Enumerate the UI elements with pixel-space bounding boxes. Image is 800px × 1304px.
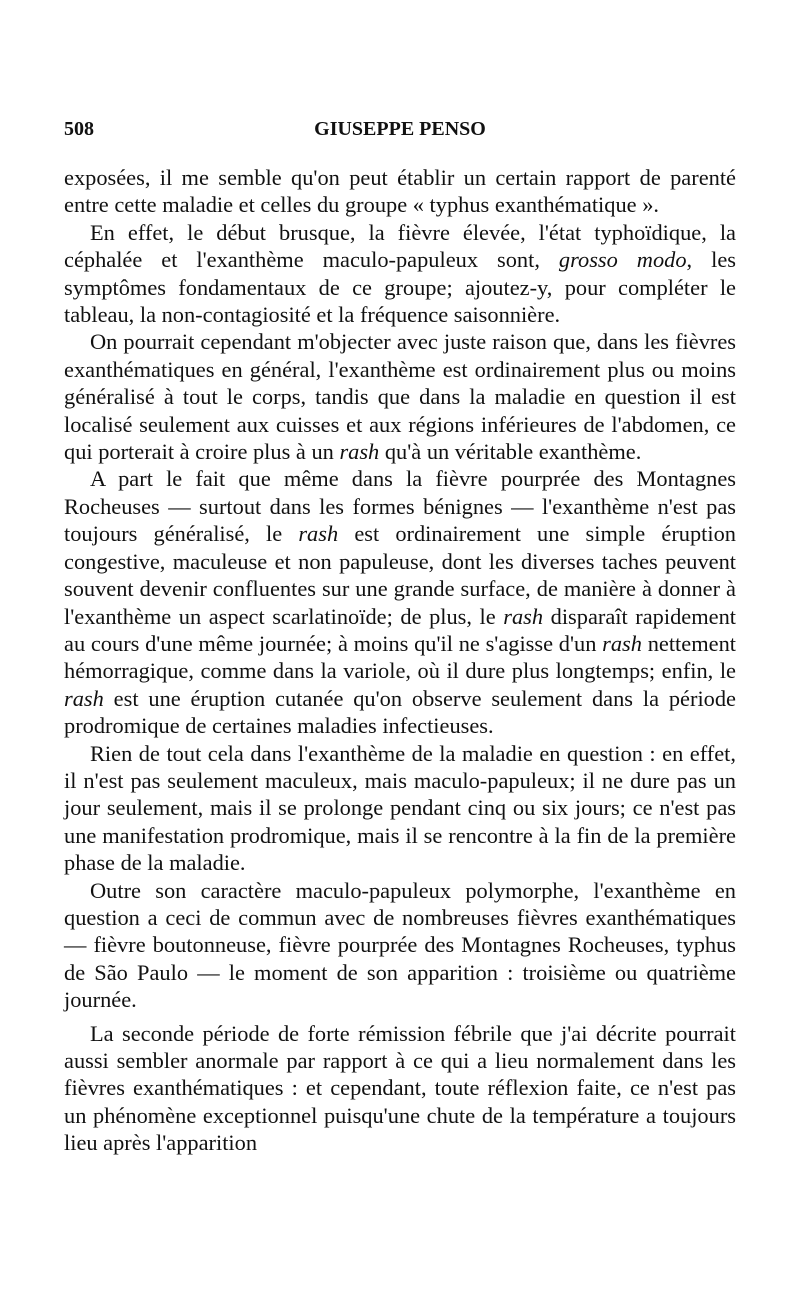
paragraph-3: On pourrait cependant m'objecter avec juste raison que, dans les fièvres exanthématiques en général, l'exanthème est ordinairement plus ou moins généralisé à tout le corps, tandis que dans la maladie en question il est localisé seulement aux cuisses et aux régions inférieures de l'abdomen, ce qui porterait à croire plus à un rash qu'à un véritable exanthème. <box>64 329 736 465</box>
italic-term: rash <box>339 439 380 465</box>
page-number: 508 <box>64 118 94 140</box>
paragraph-4: A part le fait que même dans la fièvre pourprée des Montagnes Rocheuses — surtout dans les formes bénignes — l'exanthème n'est pas toujours généralisé, le rash est ordinairement une simple éruption congestive, maculeuse et non papuleuse, dont les diverses taches peuvent souvent devenir confluentes sur une grande surface, de manière à donner à l'exanthème un aspect scarlatinoïde; de plus, le rash disparaît rapidement au cours d'une même journée; à moins qu'il ne s'agisse d'un rash nettement hémorragique, comme dans la variole, où il dure plus longtemps; enfin, le rash est une éruption cutanée qu'on observe seulement dans la période prodromique de certaines maladies infectieuses. <box>64 466 736 739</box>
page-body <box>64 164 736 1157</box>
italic-term: grosso modo <box>558 247 687 273</box>
paragraph-6: Outre son caractère maculo-papuleux polymorphe, l'exanthème en question a ceci de commun avec de nombreuses fièvres exanthématiques — fièvre boutonneuse, fièvre pourprée des Montagnes Rocheuses, typhus de São Paulo — le moment de son apparition : troisième ou quatrième journée. <box>64 877 736 1013</box>
running-head: GIUSEPPE PENSO <box>314 118 486 140</box>
italic-term: rash <box>602 630 642 656</box>
paragraph-7: La seconde période de forte rémission fébrile que j'ai décrite pourrait aussi sembler anormale par rapport à ce qui a lieu normalement dans les fièvres exanthématiques : et cependant, toute réflexion faite, ce n'est pas un phénomène exceptionnel puisqu'une chute de la température a toujours lieu après l'apparition <box>64 1020 736 1156</box>
italic-term: rash <box>503 603 544 629</box>
paragraph-1: exposées, il me semble qu'on peut établir un certain rapport de parenté entre cette maladie et celles du groupe « typhus exanthématique ». <box>64 165 736 218</box>
italic-term: rash <box>64 685 104 711</box>
page-header <box>64 118 736 146</box>
italic-term: rash <box>298 521 339 547</box>
paragraph-5: Rien de tout cela dans l'exanthème de la maladie en question : en effet, il n'est pas seulement maculeux, mais maculo-papuleux; il ne dure pas un jour seulement, mais il se prolonge pendant cinq ou six jours; ce n'est pas une manifestation prodromique, mais il se rencontre à la fin de la première phase de la maladie. <box>64 740 736 876</box>
paragraph-2: En effet, le début brusque, la fièvre élevée, l'état typhoïdique, la céphalée et l'exanthème maculo-papuleux sont, grosso modo, les symptômes fondamentaux de ce groupe; ajoutez-y, pour compléter le tableau, la non-contagiosité et la fréquence saisonnière. <box>64 219 736 328</box>
